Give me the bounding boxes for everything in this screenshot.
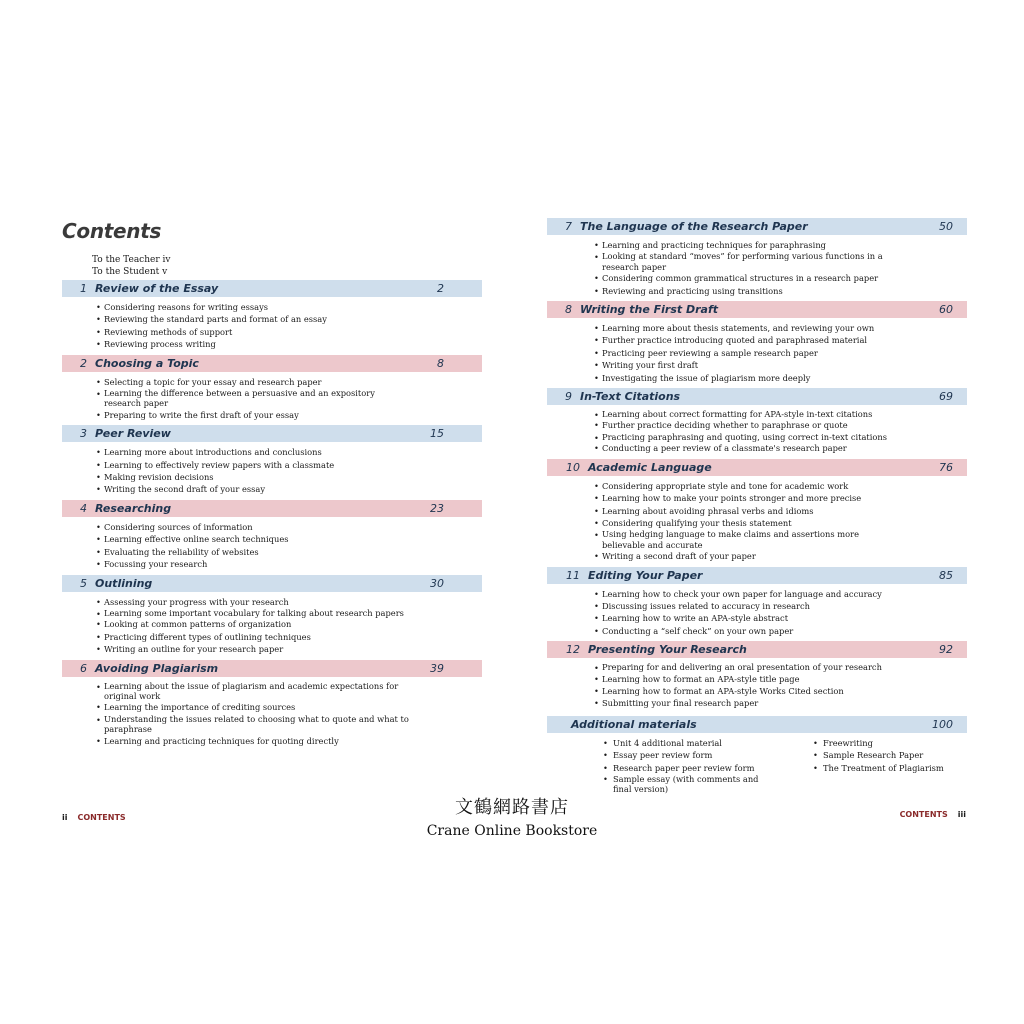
topic-text: Learning how to write an APA-style abstract xyxy=(602,613,789,624)
topic-text: Learning how to check your own paper for language and accuracy xyxy=(602,588,882,599)
topic-text: Investigating the issue of plagiarism more deeply xyxy=(602,372,811,383)
bullet-icon: • xyxy=(96,559,101,570)
bullet-icon: • xyxy=(96,596,101,607)
topic-text: Practicing paraphrasing and quoting, using correct in-text citations xyxy=(602,431,887,442)
list-item: • Unit 4 additional material xyxy=(603,737,722,748)
topic-text: Selecting a topic for your essay and research paper xyxy=(104,376,322,387)
unit-heading xyxy=(547,301,967,318)
bullet-icon: • xyxy=(594,372,599,383)
unit-title: Avoiding Plagiarism xyxy=(95,661,219,675)
list-item xyxy=(96,301,482,313)
list-item xyxy=(96,483,482,495)
unit-topic-list xyxy=(62,446,482,496)
list-item xyxy=(594,685,967,697)
topic-text: Making revision decisions xyxy=(104,472,214,483)
list-item: • Essay peer review form xyxy=(603,750,713,761)
list-item xyxy=(594,588,967,600)
contents-title: Contents xyxy=(62,219,162,243)
topic-text: Learning the importance of crediting sources xyxy=(104,702,296,713)
page-number: iii xyxy=(957,810,966,819)
topic-text: Practicing different types of outlining techniques xyxy=(104,631,311,642)
unit-heading xyxy=(547,388,967,405)
topic-text: Discussing issues related to accuracy in research xyxy=(602,600,811,611)
unit-number: 4 xyxy=(80,501,87,515)
list-item xyxy=(96,388,482,409)
bullet-icon: • xyxy=(96,314,101,325)
unit-title: Outlining xyxy=(95,576,153,590)
list-item xyxy=(594,492,967,504)
bullet-icon: • xyxy=(96,534,101,545)
unit-page-number: 60 xyxy=(939,303,953,317)
list-item xyxy=(594,272,967,284)
unit-number: 8 xyxy=(565,303,572,317)
list-item xyxy=(96,680,482,702)
unit-topic-list xyxy=(547,322,967,384)
bullet-icon: • xyxy=(594,410,599,421)
list-item xyxy=(96,546,482,558)
topic-text: Learning more about introductions and conclusions xyxy=(104,447,322,458)
list-item xyxy=(594,359,967,371)
bullet-icon: • xyxy=(96,546,101,557)
unit-title: Presenting Your Research xyxy=(588,643,747,657)
list-item xyxy=(96,471,482,483)
bullet-icon: • xyxy=(96,619,101,630)
topic-text: Learning about avoiding phrasal verbs and idioms xyxy=(602,505,814,516)
unit-topic-list xyxy=(547,662,967,710)
list-item xyxy=(96,326,482,338)
bullet-icon: • xyxy=(594,335,599,346)
list-item xyxy=(594,372,967,384)
list-item: • Freewriting xyxy=(813,737,873,748)
topic-text: Writing a second draft of your paper xyxy=(602,551,756,562)
unit-heading xyxy=(547,641,967,658)
bullet-icon: • xyxy=(96,339,101,350)
unit-number: 12 xyxy=(566,643,580,657)
list-item xyxy=(594,625,967,637)
topic-text: Considering reasons for writing essays xyxy=(104,302,269,312)
front-matter xyxy=(92,254,482,278)
right-page xyxy=(547,218,967,795)
topic-text: Learning and practicing techniques for paraphrasing xyxy=(602,240,826,250)
list-item xyxy=(96,596,482,608)
topic-text: Conducting a “self check” on your own paper xyxy=(602,625,794,636)
bullet-icon: • xyxy=(96,521,101,532)
bullet-icon: • xyxy=(96,631,101,642)
bullet-icon: • xyxy=(594,443,599,454)
topic-text: Learning effective online search techniques xyxy=(104,534,289,545)
bullet-icon: • xyxy=(594,323,599,334)
bullet-icon: • xyxy=(96,714,101,725)
list-item xyxy=(594,442,967,454)
unit-heading xyxy=(62,280,482,297)
unit-page-number: 92 xyxy=(939,643,953,657)
unit-page-number: 85 xyxy=(939,568,953,582)
list-item xyxy=(96,446,482,458)
topic-text: Learning the difference between a persuasive and an expository research paper xyxy=(104,388,375,409)
list-item xyxy=(594,251,967,272)
list-item xyxy=(594,285,967,297)
unit-page-number: 69 xyxy=(939,390,953,404)
bullet-icon: • xyxy=(594,360,599,371)
unit-title: Editing Your Paper xyxy=(588,568,703,582)
list-item xyxy=(96,701,482,713)
bullet-icon: • xyxy=(594,625,599,636)
additional-materials-title: Additional materials xyxy=(571,717,697,731)
list-item xyxy=(594,529,967,550)
topic-text: Looking at common patterns of organization xyxy=(104,619,292,630)
list-item xyxy=(594,505,967,517)
bullet-icon: • xyxy=(594,551,599,562)
unit-topic-list xyxy=(62,301,482,351)
additional-materials-col-2 xyxy=(803,737,944,795)
topic-text: Submitting your final research paper xyxy=(602,698,759,709)
list-item: • Sample Research Paper xyxy=(813,750,924,761)
bullet-icon: • xyxy=(594,273,599,284)
list-item xyxy=(96,713,482,735)
footer-label: CONTENTS xyxy=(77,813,126,822)
list-item xyxy=(96,735,482,747)
unit-heading xyxy=(547,459,967,476)
left-unit-list xyxy=(62,280,482,747)
bullet-icon: • xyxy=(594,673,599,684)
bullet-icon: • xyxy=(594,517,599,528)
topic-text: Learning to effectively review papers with a classmate xyxy=(104,459,335,470)
bullet-icon: • xyxy=(96,459,101,470)
list-item: • Research paper peer review form xyxy=(603,762,755,773)
bullet-icon: • xyxy=(96,302,101,312)
list-item xyxy=(594,550,967,562)
topic-text: Understanding the issues related to choosing what to quote and what to paraphrase xyxy=(104,713,409,735)
topic-text: Practicing peer reviewing a sample research paper xyxy=(602,347,818,358)
bullet-icon: • xyxy=(96,484,101,495)
unit-topic-list xyxy=(62,681,482,747)
list-item xyxy=(594,480,967,492)
unit-number: 7 xyxy=(565,220,572,233)
bullet-icon: • xyxy=(594,698,599,709)
topic-text: Writing the second draft of your essay xyxy=(104,484,266,495)
bullet-icon: • xyxy=(96,735,101,746)
topic-text: Learning how to format an APA-style title page xyxy=(602,673,800,684)
unit-title: In-Text Citations xyxy=(580,390,681,404)
unit-heading xyxy=(62,355,482,372)
left-page xyxy=(62,218,482,751)
unit-page-number: 50 xyxy=(939,220,953,233)
bullet-icon: • xyxy=(96,644,101,655)
list-item xyxy=(96,643,482,655)
additional-materials-col-1 xyxy=(547,737,803,795)
topic-text: Considering appropriate style and tone for academic work xyxy=(602,480,849,491)
bullet-icon: • xyxy=(96,376,101,387)
unit-title: Academic Language xyxy=(588,460,712,474)
unit-page-number: 23 xyxy=(430,501,444,515)
topic-text: Learning about correct formatting for APA-style in-text citations xyxy=(602,409,873,420)
additional-materials-list xyxy=(547,737,967,795)
footer-label: CONTENTS xyxy=(899,810,948,819)
unit-heading xyxy=(547,218,967,235)
list-item xyxy=(96,338,482,350)
list-item xyxy=(96,631,482,643)
front-matter-item: To the Teacher iv xyxy=(92,255,171,265)
topic-text: Using hedging language to make claims and assertions more believable and accurate xyxy=(602,529,859,550)
additional-materials-heading xyxy=(547,716,967,733)
unit-topic-list xyxy=(62,521,482,571)
unit-title: Peer Review xyxy=(95,427,171,441)
unit-topic-list xyxy=(547,480,967,563)
unit-page-number: 30 xyxy=(430,576,444,590)
unit-heading xyxy=(62,425,482,442)
bullet-icon: • xyxy=(594,347,599,358)
topic-text: Learning more about thesis statements, and reviewing your own xyxy=(602,323,875,334)
bullet-icon: • xyxy=(594,240,599,250)
list-item xyxy=(96,533,482,545)
bullet-icon: • xyxy=(594,663,599,674)
topic-text: Writing your first draft xyxy=(602,360,699,371)
unit-title: The Language of the Research Paper xyxy=(580,220,808,233)
unit-topic-list xyxy=(547,239,967,297)
list-item xyxy=(594,697,967,709)
bullet-icon: • xyxy=(594,285,599,296)
additional-materials-page: 100 xyxy=(932,717,953,731)
list-item xyxy=(594,662,967,674)
topic-text: Reviewing and practicing using transitions xyxy=(602,285,783,296)
unit-topic-list xyxy=(547,588,967,638)
bullet-icon: • xyxy=(594,530,599,541)
list-item xyxy=(594,334,967,346)
topic-text: Considering common grammatical structures in a research paper xyxy=(602,273,879,284)
list-item xyxy=(594,322,967,334)
unit-number: 1 xyxy=(80,282,87,295)
list-item xyxy=(96,607,482,619)
list-item xyxy=(594,239,967,251)
list-item xyxy=(96,558,482,570)
page-number: ii xyxy=(62,813,68,822)
unit-page-number: 8 xyxy=(437,356,444,370)
unit-number: 6 xyxy=(80,661,87,675)
list-item xyxy=(594,517,967,529)
right-unit-list xyxy=(547,218,967,710)
unit-topic-list xyxy=(62,376,482,422)
list-item: • Sample essay (with comments and final version) xyxy=(603,774,759,795)
topic-text: Learning how to format an APA-style Works Cited section xyxy=(602,685,844,696)
topic-text: Further practice introducing quoted and paraphrased material xyxy=(602,335,868,346)
topic-text: Looking at standard “moves” for performing various functions in a research paper xyxy=(602,251,883,272)
list-item xyxy=(96,409,482,421)
topic-text: Conducting a peer review of a classmate's research paper xyxy=(602,443,847,454)
unit-number: 9 xyxy=(565,390,572,404)
topic-text: Reviewing the standard parts and format of an essay xyxy=(104,314,327,325)
topic-text: Learning about the issue of plagiarism and academic expectations for original work xyxy=(104,680,399,701)
bullet-icon: • xyxy=(594,505,599,516)
topic-text: Evaluating the reliability of websites xyxy=(104,546,259,557)
unit-number: 3 xyxy=(80,427,87,441)
list-item xyxy=(594,419,967,431)
unit-title: Writing the First Draft xyxy=(580,303,718,317)
bullet-icon: • xyxy=(594,480,599,491)
bullet-icon: • xyxy=(594,613,599,624)
bullet-icon: • xyxy=(594,252,599,263)
unit-title: Review of the Essay xyxy=(95,282,219,295)
bullet-icon: • xyxy=(96,389,101,400)
unit-title: Choosing a Topic xyxy=(95,356,199,370)
list-item xyxy=(594,600,967,612)
topic-text: Considering qualifying your thesis statement xyxy=(602,517,792,528)
unit-heading xyxy=(62,500,482,517)
topic-text: Learning how to make your points stronger and more precise xyxy=(602,493,862,504)
watermark-chinese: 文鶴網路書店 xyxy=(455,797,569,818)
topic-text: Focussing your research xyxy=(104,559,208,570)
list-item xyxy=(594,347,967,359)
topic-text: Writing an outline for your research paper xyxy=(104,644,284,655)
list-item xyxy=(96,459,482,471)
unit-heading xyxy=(547,567,967,584)
list-item xyxy=(96,521,482,533)
bullet-icon: • xyxy=(594,600,599,611)
bullet-icon: • xyxy=(96,608,101,619)
unit-page-number: 39 xyxy=(430,661,444,675)
bullet-icon: • xyxy=(96,681,101,692)
topic-text: Further practice deciding whether to paraphrase or quote xyxy=(602,420,848,431)
bullet-icon: • xyxy=(594,420,599,431)
list-item xyxy=(594,431,967,443)
topic-text: Learning some important vocabulary for talking about research papers xyxy=(104,607,404,618)
bullet-icon: • xyxy=(96,447,101,458)
list-item xyxy=(594,612,967,624)
unit-number: 10 xyxy=(566,460,580,474)
list-item xyxy=(96,313,482,325)
bullet-icon: • xyxy=(594,588,599,599)
bullet-icon: • xyxy=(96,472,101,483)
front-matter-item: To the Student v xyxy=(92,267,168,277)
bullet-icon: • xyxy=(96,702,101,713)
list-item xyxy=(96,376,482,388)
watermark-english: Crane Online Bookstore xyxy=(426,823,598,839)
topic-text: Considering sources of information xyxy=(104,521,253,532)
unit-number: 5 xyxy=(80,576,87,590)
topic-text: Reviewing process writing xyxy=(104,339,216,350)
unit-heading xyxy=(62,660,482,677)
unit-title: Researching xyxy=(95,501,172,515)
bullet-icon: • xyxy=(96,326,101,337)
unit-heading xyxy=(62,575,482,592)
list-item: • The Treatment of Plagiarism xyxy=(813,762,944,773)
topic-text: Assessing your progress with your research xyxy=(104,596,289,607)
unit-page-number: 15 xyxy=(430,427,444,441)
list-item xyxy=(594,673,967,685)
topic-text: Preparing to write the first draft of your essay xyxy=(104,409,299,420)
bullet-icon: • xyxy=(96,409,101,420)
unit-topic-list xyxy=(547,409,967,455)
bookstore-watermark xyxy=(0,796,1024,842)
list-item xyxy=(96,618,482,630)
unit-page-number: 76 xyxy=(939,460,953,474)
unit-topic-list xyxy=(62,596,482,656)
list-item xyxy=(594,409,967,421)
unit-number: 11 xyxy=(566,568,580,582)
bullet-icon: • xyxy=(594,493,599,504)
topic-text: Learning and practicing techniques for quoting directly xyxy=(104,735,339,746)
topic-text: Preparing for and delivering an oral presentation of your research xyxy=(602,662,882,673)
bullet-icon: • xyxy=(594,432,599,443)
topic-text: Reviewing methods of support xyxy=(104,326,233,337)
unit-number: 2 xyxy=(80,356,87,370)
bullet-icon: • xyxy=(594,685,599,696)
unit-page-number: 2 xyxy=(437,282,444,295)
